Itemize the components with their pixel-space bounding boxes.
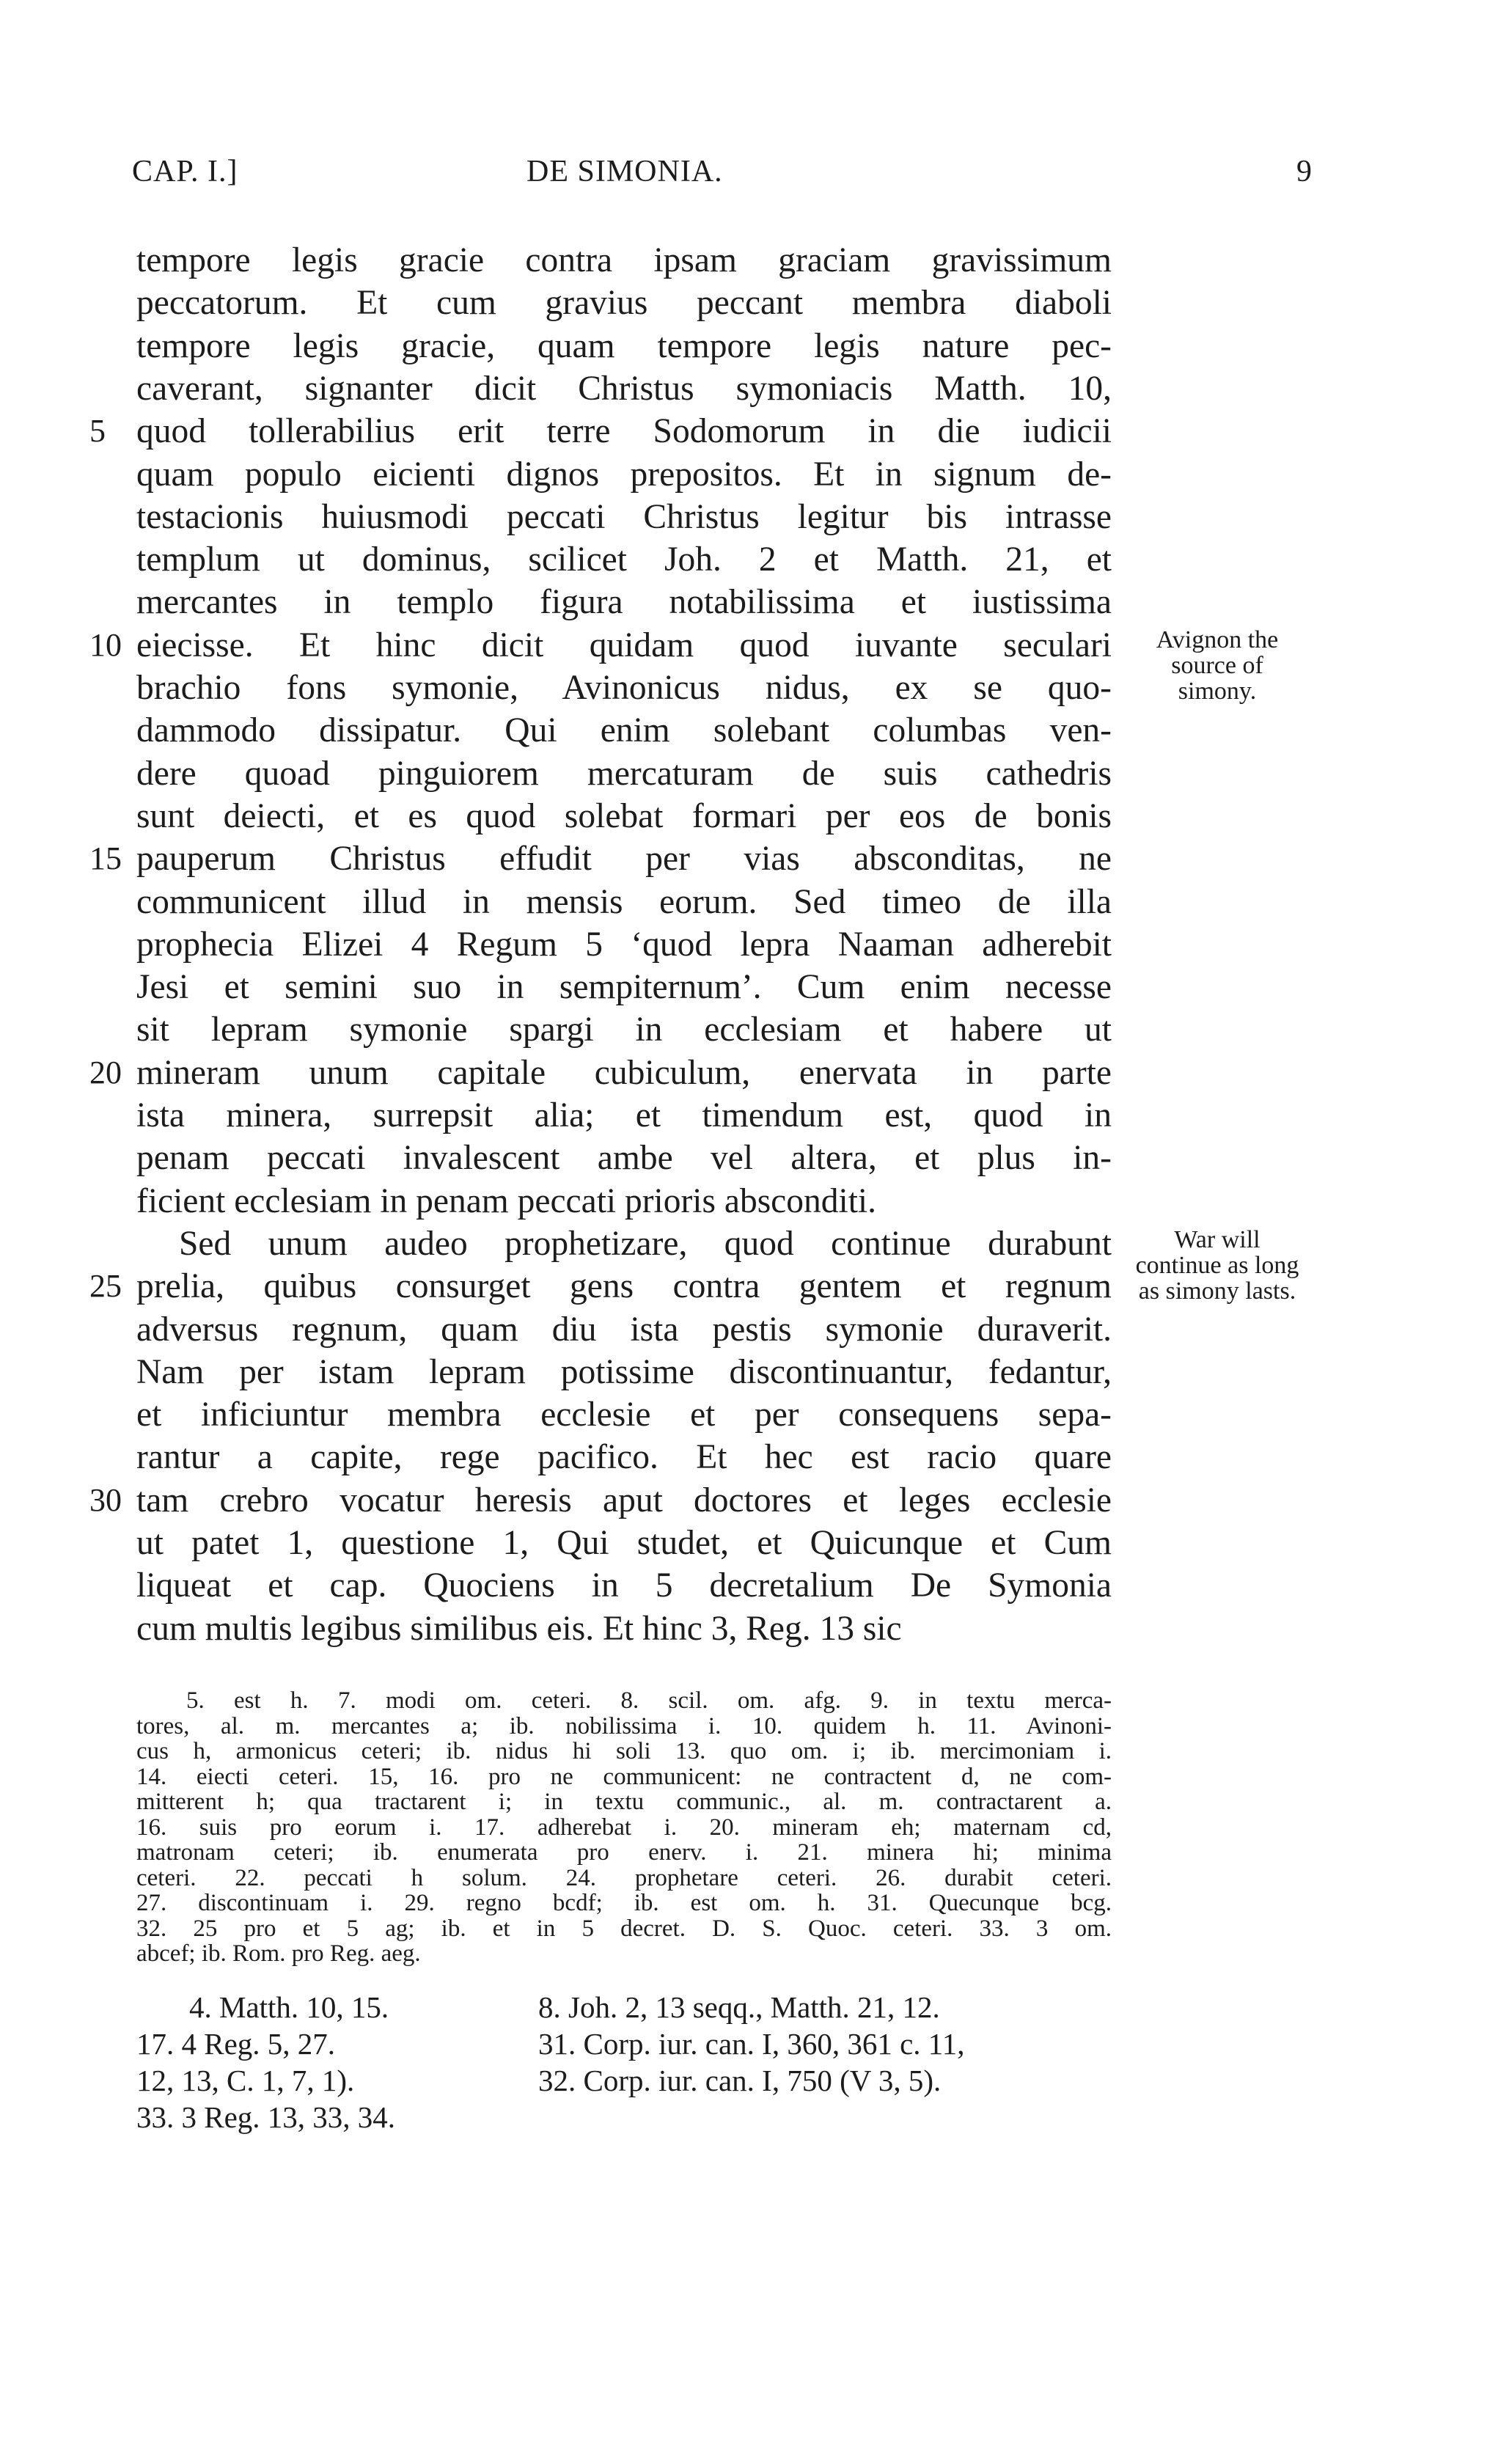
line-number: 20: [89, 1054, 122, 1090]
text-line: adversus regnum, quam diu ista pestis symonie duraverit.: [136, 1310, 1112, 1349]
text-line: Sed unum audeo prophetizare, quod continue durabunt: [179, 1224, 1112, 1263]
text-line: caverant, signanter dicit Christus symoniacis Matth. 10,: [136, 369, 1112, 408]
text-line: liqueat et cap. Quociens in 5 decretalium De Symonia: [136, 1566, 1112, 1605]
apparatus-line: 5. est h. 7. modi om. ceteri. 8. scil. om. afg. 9. in textu merca-: [186, 1687, 1112, 1714]
source-reference: 12, 13, C. 1, 7, 1).: [136, 2064, 355, 2097]
apparatus-line: tores, al. m. mercantes a; ib. nobilissima i. 10. quidem h. 11. Avinoni-: [136, 1712, 1112, 1739]
line-number: 5: [89, 413, 106, 450]
source-row: [136, 2062, 1112, 2099]
text-line: brachio fons symonie, Avinonicus nidus, ex se quo-: [136, 669, 1112, 707]
text-line: pauperum Christus effudit per vias absconditas, ne: [136, 840, 1112, 879]
apparatus-line: cus h, armonicus ceteri; ib. nidus hi soli 13. quo om. i; ib. mercimoniam i.: [136, 1738, 1112, 1764]
text-line: tempore legis gracie, quam tempore legis nature pec-: [136, 326, 1112, 365]
marginal-note-avignon: Avignon the source of simony.: [1156, 626, 1279, 705]
source-row: [136, 1989, 1112, 2025]
text-line: communicent illud in mensis eorum. Sed timeo de illa: [136, 882, 1112, 921]
running-head-title: DE SIMONIA.: [526, 155, 723, 188]
source-reference: 33. 3 Reg. 13, 33, 34.: [136, 2100, 396, 2134]
apparatus-line: ceteri. 22. peccati h solum. 24. prophetare ceteri. 26. durabit ceteri.: [136, 1864, 1112, 1891]
text-line: rantur a capite, rege pacifico. Et hec est racio quare: [136, 1438, 1112, 1477]
text-line: ista minera, surrepsit alia; et timendum est, quod in: [136, 1096, 1112, 1134]
text-line: testacionis huiusmodi peccati Christus legitur bis intrasse: [136, 497, 1112, 536]
text-line: Jesi et semini suo in sempiternum’. Cum enim necesse: [136, 968, 1112, 1007]
apparatus-line: 16. suis pro eorum i. 17. adherebat i. 20. mineram eh; maternam cd,: [136, 1814, 1112, 1841]
text-line: quod tollerabilius erit terre Sodomorum in die iudicii: [136, 412, 1112, 451]
text-line: quam populo eicienti dignos prepositos. Et in signum de-: [136, 455, 1112, 494]
text-line: dere quoad pinguiorem mercaturam de suis cathedris: [136, 754, 1112, 793]
apparatus-line: 27. discontinuam i. 29. regno bcdf; ib. est om. h. 31. Quecunque bcg.: [136, 1890, 1112, 1916]
line-number: 15: [89, 840, 122, 877]
source-reference: 8. Joh. 2, 13 seqq., Matth. 21, 12.: [538, 1990, 940, 2024]
source-row: [136, 2099, 1112, 2135]
text-line: eiecisse. Et hinc dicit quidam quod iuvante seculari: [136, 626, 1112, 664]
source-reference: 31. Corp. iur. can. I, 360, 361 c. 11,: [538, 2027, 965, 2061]
text-line: templum ut dominus, scilicet Joh. 2 et Matth. 21, et: [136, 540, 1112, 579]
line-number: 25: [89, 1268, 122, 1305]
text-line: dammodo dissipatur. Qui enim solebant columbas ven-: [136, 711, 1112, 750]
text-line: ut patet 1, questione 1, Qui studet, et Quicunque et Cum: [136, 1524, 1112, 1562]
source-reference: 32. Corp. iur. can. I, 750 (V 3, 5).: [538, 2064, 942, 2097]
text-line: cum multis legibus similibus eis. Et hinc 3, Reg. 13 sic: [136, 1609, 902, 1648]
text-line: Nam per istam lepram potissime discontinuantur, fedantur,: [136, 1352, 1112, 1391]
apparatus-line: matronam ceteri; ib. enumerata pro enerv. i. 21. minera hi; minima: [136, 1839, 1112, 1866]
line-number: 30: [89, 1481, 122, 1518]
page-number: 9: [1296, 155, 1313, 188]
text-line: sit lepram symonie spargi in ecclesiam et habere ut: [136, 1011, 1112, 1049]
apparatus-line: 14. eiecti ceteri. 15, 16. pro ne communicent: ne contractent d, ne com-: [136, 1763, 1112, 1790]
marginal-note-war: War will continue as long as simony lasts.: [1135, 1226, 1299, 1305]
running-head-chapter: CAP. I.]: [132, 155, 238, 188]
apparatus-line: mitterent h; qua tractarent i; in textu communic., al. m. contractarent a.: [136, 1789, 1112, 1815]
text-line: tam crebro vocatur heresis aput doctores et leges ecclesie: [136, 1481, 1112, 1519]
text-line: mercantes in templo figura notabilissima et iustissima: [136, 583, 1112, 622]
text-line: sunt deiecti, et es quod solebat formari per eos de bonis: [136, 796, 1112, 835]
source-reference: 4. Matth. 10, 15.: [189, 1990, 389, 2024]
line-number: 10: [89, 626, 122, 663]
text-line: penam peccati invalescent ambe vel altera, et plus in-: [136, 1139, 1112, 1178]
source-reference: 17. 4 Reg. 5, 27.: [136, 2027, 336, 2061]
text-line: prophecia Elizei 4 Regum 5 ‘quod lepra Naaman adherebit: [136, 925, 1112, 964]
text-line: peccatorum. Et cum gravius peccant membra diaboli: [136, 284, 1112, 323]
text-line: prelia, quibus consurget gens contra gentem et regnum: [136, 1267, 1112, 1306]
apparatus-line: abcef; ib. Rom. pro Reg. aeg.: [136, 1940, 421, 1967]
apparatus-line: 32. 25 pro et 5 ag; ib. et in 5 decret. D. S. Quoc. ceteri. 33. 3 om.: [136, 1915, 1112, 1942]
text-line: tempore legis gracie contra ipsam graciam gravissimum: [136, 241, 1112, 279]
text-line: ficient ecclesiam in penam peccati prioris absconditi.: [136, 1181, 876, 1220]
source-row: [136, 2025, 1112, 2062]
text-line: et inficiuntur membra ecclesie et per consequens sepa-: [136, 1396, 1112, 1434]
text-line: mineram unum capitale cubiculum, enervata in parte: [136, 1053, 1112, 1092]
